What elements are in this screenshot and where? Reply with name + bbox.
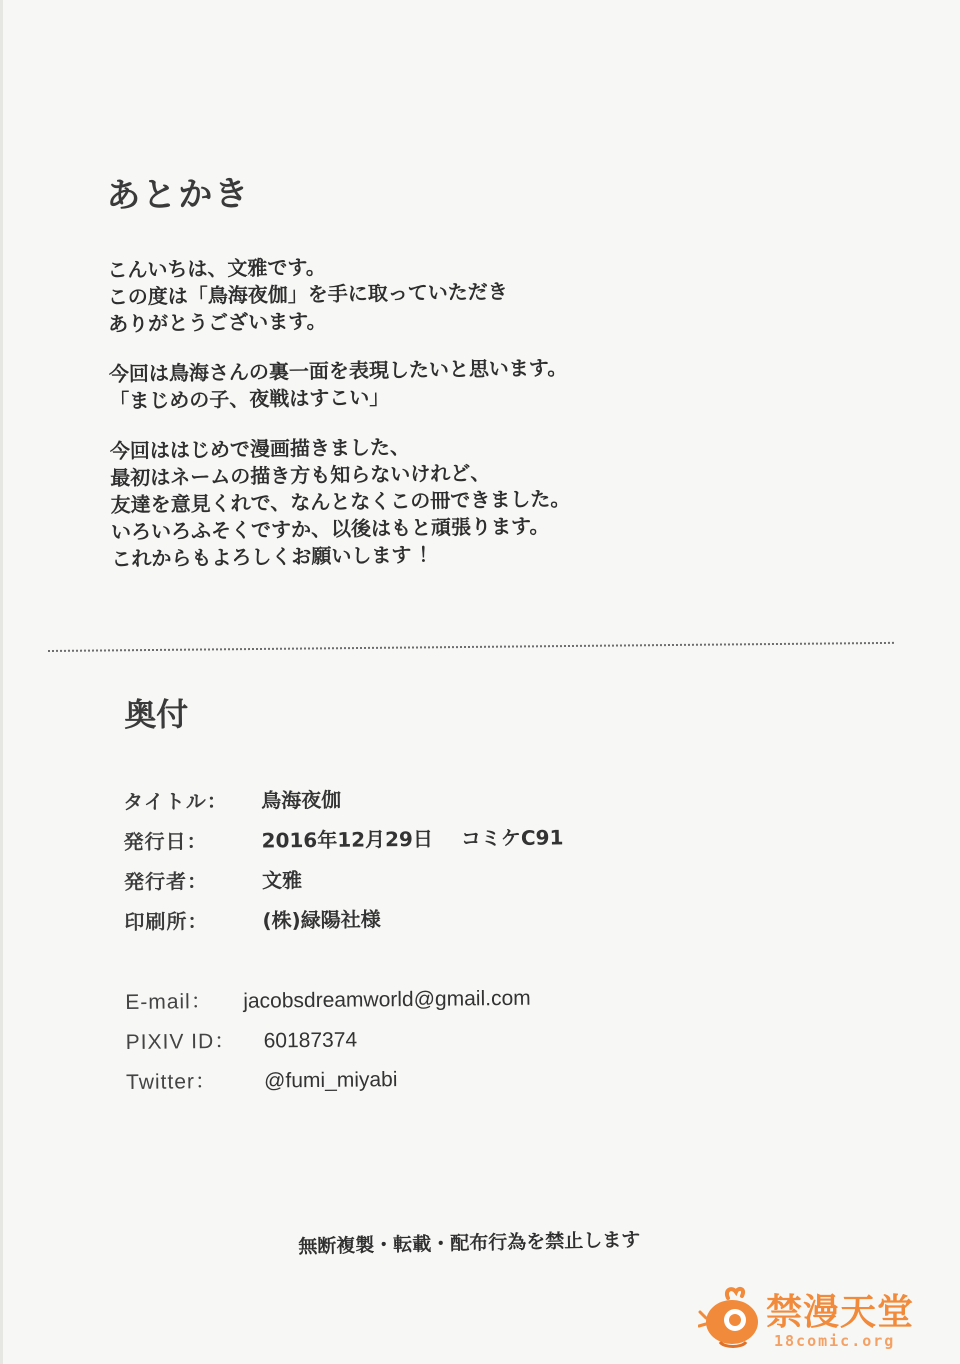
event-value: コミケC91 [460,825,564,851]
contact-row-email [125,979,745,1025]
email-value: jacobsdreamworld@gmail.com [243,986,531,1013]
contact-row-pixiv [126,1019,746,1065]
afterword-paragraph-1 [107,249,708,338]
colophon-row-date [123,820,743,866]
afterword-line: これからもよろしくお願いします ！ [111,542,439,571]
pixiv-value: 60187374 [263,1028,358,1053]
spacer [125,939,745,985]
copyright-notice: 無断複製・転載・配布行為を禁止します [298,1228,641,1258]
watermark-url: 18comic.org [774,1332,896,1350]
dotted-divider [48,642,894,652]
date-label: 発行日： [123,829,208,854]
title-value: 鳥海夜伽 [261,787,342,813]
watermark-title: 禁漫天堂 [766,1292,915,1333]
afterword-paragraph-3 [110,430,712,573]
printer-value: (株)緑陽社様 [262,907,381,933]
afterword-line: 今回は鳥海さんの裏一面を表現したいと思います。 [108,355,568,386]
email-label: E-mail： [125,990,213,1014]
afterword-line: 最初はネームの描き方も知らないけれど、 [110,460,491,490]
colophon-section [122,684,746,1106]
afterword-line: 友達を意見くれで、なんとなくこの冊できました。 [110,486,571,517]
site-watermark [698,1282,928,1362]
colophon-title: 奥付 [124,695,189,734]
publisher-label: 発行者： [123,869,209,894]
afterword-line: こんいちは、文雅です。 [107,254,326,282]
orange-mascot-icon [698,1284,764,1350]
twitter-label: Twitter： [125,1070,218,1094]
title-label: タイトル： [123,788,228,814]
colophon-row-title [123,780,743,826]
colophon-row-publisher [124,859,744,905]
afterword-line: 今回ははじめで漫画描きました、 [109,434,411,463]
afterword-title: あとかき [106,173,251,216]
printer-label: 印刷所： [124,909,209,934]
afterword-section [106,160,712,596]
afterword-line: この度は「鳥海夜伽」を手に取っていただき [107,279,508,309]
pixiv-label: PIXIV ID： [125,1029,237,1054]
twitter-value: @fumi_miyabi [263,1068,398,1093]
afterword-line: いろいろふそくですか、以後はもと頑張ります。 [110,513,550,544]
colophon-row-printer [124,899,744,945]
afterword-paragraph-2 [109,353,710,415]
publisher-value: 文雅 [261,868,303,893]
contact-row-twitter [126,1059,746,1105]
afterword-line: ありがとうございます。 [108,308,327,336]
date-value: 2016年12月29日 [261,826,434,853]
afterword-line: 「まじめの子、夜戦はすこい」 [109,385,390,413]
